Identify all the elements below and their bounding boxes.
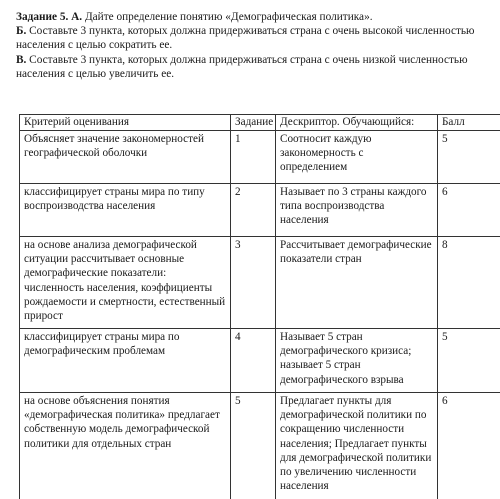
table-row (20, 237, 500, 329)
cell-criterion: на основе объяснения понятия «демографическая политика» предлагает собственную модель демографической политики для отдельных стран (20, 393, 231, 499)
assessment-table (19, 114, 500, 499)
header-descriptor: Дескриптор. Обучающийся: (276, 115, 438, 131)
cell-descriptor: Называет по 3 страны каждого типа воспроизводства населения (276, 184, 438, 237)
cell-score: 6 (438, 393, 500, 499)
cell-descriptor: Называет 5 стран демографического кризиса; называет 5 стран демографического взрыва (276, 329, 438, 393)
task-a (16, 10, 494, 24)
task-c (16, 53, 494, 81)
cell-task: 3 (231, 237, 276, 329)
table-row (20, 393, 500, 499)
table-row (20, 131, 500, 184)
cell-score: 5 (438, 329, 500, 393)
assessment-table-wrapper (19, 114, 500, 499)
task-b-text: Составьте 3 пункта, которых должна придерживаться страна с очень высокой численностью населения с целью сократить ее. (16, 25, 475, 52)
task-a-label: Задание 5. А. (16, 11, 83, 23)
task-text (16, 10, 494, 81)
cell-score: 6 (438, 184, 500, 237)
cell-score: 5 (438, 131, 500, 184)
cell-descriptor: Соотносит каждую закономерность с определением (276, 131, 438, 184)
cell-descriptor: Рассчитывает демографические показатели стран (276, 237, 438, 329)
task-c-label: В. (16, 53, 27, 66)
table-row (20, 329, 500, 393)
header-criterion: Критерий оценивания (20, 115, 231, 131)
task-b-label: Б. (16, 25, 27, 38)
header-task: Задание (231, 115, 276, 131)
cell-criterion: классифицирует страны мира по демографическим проблемам (20, 329, 231, 393)
cell-score: 8 (438, 237, 500, 329)
cell-criterion: на основе анализа демографической ситуации рассчитывает основные демографические показатели: численность населения, коэффициенты рождаемости и смертности, естественный прирост (20, 237, 231, 329)
header-score: Балл (438, 115, 500, 131)
cell-criterion: Объясняет значение закономерностей географической оболочки (20, 131, 231, 184)
cell-task: 2 (231, 184, 276, 237)
cell-task: 5 (231, 393, 276, 499)
cell-task: 1 (231, 131, 276, 184)
task-a-text: Дайте определение понятию «Демографическая политика». (82, 11, 373, 23)
cell-descriptor: Предлагает пункты для демографической политики по сокращению численности населения; Предлагает пункты для демографической политики по увеличению численности населения (276, 393, 438, 499)
task-b (16, 24, 494, 52)
table-row (20, 184, 500, 237)
task-c-text: Составьте 3 пункта, которых должна придерживаться страна с очень низкой численностью населения с целью увеличить ее. (16, 53, 468, 80)
table-header-row (20, 115, 500, 131)
cell-criterion: классифицирует страны мира по типу воспроизводства населения (20, 184, 231, 237)
cell-task: 4 (231, 329, 276, 393)
